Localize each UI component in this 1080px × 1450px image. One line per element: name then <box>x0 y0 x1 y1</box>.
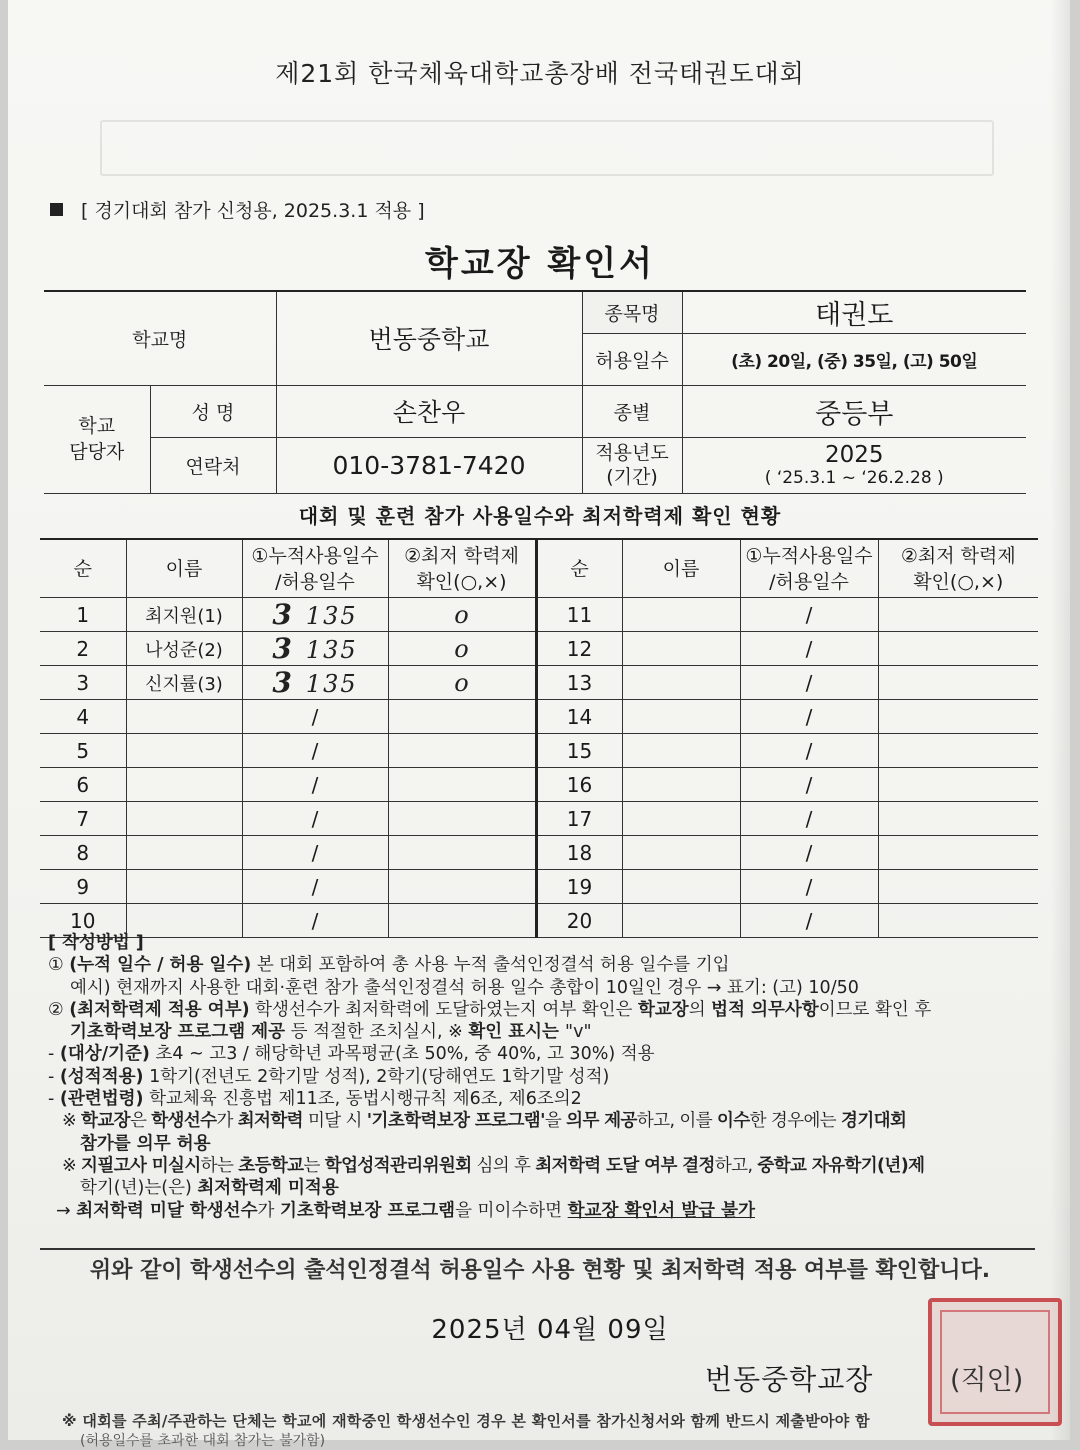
slash-separator: / <box>311 908 319 933</box>
min-academic-check <box>878 666 1038 700</box>
row-number: 2 <box>40 632 126 666</box>
athlete-name <box>622 632 740 666</box>
contact-value: 010-3781-7420 <box>276 437 582 493</box>
slash-separator: / <box>311 874 319 899</box>
min-academic-check <box>878 768 1038 802</box>
min-academic-check <box>878 870 1038 904</box>
athlete-name <box>126 768 242 802</box>
event-value: 태권도 <box>682 291 1026 333</box>
min-academic-check <box>388 666 536 700</box>
row-number: 3 <box>40 666 126 700</box>
header-name: 이름 <box>126 539 242 598</box>
handwritten-allowed-days: 135 <box>305 602 358 630</box>
min-academic-check <box>878 632 1038 666</box>
slash-separator: / <box>805 840 813 865</box>
days-used-cell <box>740 836 878 870</box>
athlete-name <box>622 598 740 632</box>
min-academic-check <box>388 836 536 870</box>
row-number: 10 <box>40 904 126 938</box>
school-info-table <box>44 290 1026 494</box>
roster-row <box>40 700 1038 734</box>
athlete-roster-table <box>40 538 1038 938</box>
principal-signature: 번동중학교장 <box>705 1363 874 1396</box>
event-label: 종목명 <box>582 291 682 333</box>
days-used-cell <box>242 666 388 700</box>
issue-date: 2025년 04월 09일 <box>431 1315 669 1345</box>
roster-row <box>40 870 1038 904</box>
name-label: 성 명 <box>150 385 276 437</box>
min-academic-check <box>388 870 536 904</box>
days-used-cell <box>242 734 388 768</box>
header-days: ①누적사용일수 /허용일수 <box>242 539 388 598</box>
slash-separator: / <box>311 772 319 797</box>
min-academic-check <box>878 734 1038 768</box>
roster-row <box>40 632 1038 666</box>
header-no: 순 <box>40 539 126 598</box>
min-academic-check <box>388 734 536 768</box>
row-number: 5 <box>40 734 126 768</box>
contact-label: 연락처 <box>150 437 276 493</box>
roster-row <box>40 598 1038 632</box>
row-number: 14 <box>536 700 622 734</box>
min-academic-check <box>878 802 1038 836</box>
slash-separator: / <box>805 670 813 695</box>
division-label: 종별 <box>582 385 682 437</box>
athlete-name <box>126 802 242 836</box>
bleed-through-box <box>100 120 994 176</box>
row-number: 9 <box>40 870 126 904</box>
handwritten-allowed-days: 135 <box>305 670 358 698</box>
status-section-title: 대회 및 훈련 참가 사용일수와 최저학력제 확인 현황 <box>298 504 782 528</box>
min-academic-check <box>388 802 536 836</box>
days-used-cell <box>740 768 878 802</box>
school-value: 번동중학교 <box>276 291 582 385</box>
handwritten-check-mark: o <box>454 634 469 663</box>
athlete-name <box>622 870 740 904</box>
days-used-cell <box>740 700 878 734</box>
row-number: 19 <box>536 870 622 904</box>
athlete-name <box>126 836 242 870</box>
row-number: 11 <box>536 598 622 632</box>
athlete-name <box>622 666 740 700</box>
slash-separator: / <box>805 602 813 627</box>
slash-separator: / <box>311 738 319 763</box>
slash-separator: / <box>805 806 813 831</box>
header-min-academic: ②최저 학력제 확인(○,×) <box>878 539 1038 598</box>
handwritten-check-mark: o <box>454 600 469 629</box>
year-cell <box>682 437 1026 493</box>
athlete-name <box>126 700 242 734</box>
days-used-cell <box>242 598 388 632</box>
min-academic-check <box>878 700 1038 734</box>
confirmation-statement: 위와 같이 학생선수의 출석인정결석 허용일수 사용 현황 및 최저학력 적용 여부를 확인합니다. <box>89 1258 991 1283</box>
min-academic-check <box>878 836 1038 870</box>
writing-instructions: [ 작성방법 ] ① (누적 일수 / 허용 일수) 본 대회 포함하여 총 사용 누적 출석인정결석 허용 일수를 기입 예시) 현재까지 사용한 대회·훈련 참가 출석인정결석 허용 일수 총합이 10일인 경우 → 표기: (고) 10/50 ② (최저학력제 적용 여부) 학생선수가 최저학력에 도달하였는지 여부 확인은 학교장의 법적 의무사항이므로 확인 후 기초학력보장 프로그램 제공 등 적절한 조치실시, ※ 확인 표시는 "v" - (대상/기준) 초4 ~ 고3 / 해당학년 과목평균(초 50%, 중 40%, 고 30%) 적용 - (성적적용) 1학기(전년도 2학기말 성적), 2학기(당해연도 1학기말 성적) - (관련법령) 학교체육 진흥법 제11조, 동법시행규칙 제6조, 제6조의2 ※ 학교장은 학생선수가 최저학력 미달 시 '기초학력보장 프로그램'을 의무 제공하고, 이를 이수한 경우에는 경기대회 참가를 의무 허용 ※ 지필고사 미실시하는 초등학교는 학업성적관리위원회 심의 후 최저학력 도달 여부 결정하고, 중학교 자유학기(년)제 학기(년)는(은) 최저학력제 미적용 → 최저학력 미달 학생선수가 기초학력보장 프로그램을 미이수하면 학교장 확인서 발급 불가 <box>48 933 932 1221</box>
allowed-days-label: 허용일수 <box>582 333 682 385</box>
athlete-name: 나성준(2) <box>126 632 242 666</box>
slash-separator: / <box>805 874 813 899</box>
header-days: ①누적사용일수 /허용일수 <box>740 539 878 598</box>
min-academic-check <box>388 598 536 632</box>
slash-separator: / <box>311 840 319 865</box>
school-label: 학교명 <box>44 291 276 385</box>
days-used-cell <box>242 870 388 904</box>
division-value: 중등부 <box>682 385 1026 437</box>
min-academic-check <box>878 598 1038 632</box>
athlete-name <box>622 802 740 836</box>
row-number: 7 <box>40 802 126 836</box>
seal-label: (직인) <box>950 1365 1024 1396</box>
slash-separator: / <box>311 806 319 831</box>
roster-row <box>40 802 1038 836</box>
handwritten-allowed-days: 135 <box>305 636 358 664</box>
days-used-cell <box>242 632 388 666</box>
manager-label: 학교 담당자 <box>44 385 150 493</box>
roster-row <box>40 836 1038 870</box>
days-used-cell <box>740 870 878 904</box>
row-number: 17 <box>536 802 622 836</box>
header-name: 이름 <box>622 539 740 598</box>
row-number: 20 <box>536 904 622 938</box>
days-used-cell <box>740 632 878 666</box>
roster-row <box>40 734 1038 768</box>
row-number: 8 <box>40 836 126 870</box>
days-used-cell <box>740 666 878 700</box>
footer-note: ※ 대회를 주최/주관하는 단체는 학교에 재학중인 학생선수인 경우 본 확인서를 참가신청서와 함께 반드시 제출받아야 함 <box>62 1412 870 1430</box>
days-used-cell <box>242 768 388 802</box>
form-usage-note: [ 경기대회 참가 신청용, 2025.3.1 적용 ] <box>50 196 425 223</box>
bullet-square-icon <box>50 203 63 216</box>
athlete-name <box>622 734 740 768</box>
document-title: 학교장 확인서 <box>425 244 655 284</box>
athlete-name <box>622 836 740 870</box>
slash-separator: / <box>805 704 813 729</box>
header-no: 순 <box>536 539 622 598</box>
name-value: 손찬우 <box>276 385 582 437</box>
row-number: 16 <box>536 768 622 802</box>
slash-separator: / <box>805 738 813 763</box>
athlete-name: 최지원(1) <box>126 598 242 632</box>
min-academic-check <box>388 632 536 666</box>
slash-separator: / <box>311 704 319 729</box>
row-number: 12 <box>536 632 622 666</box>
row-number: 18 <box>536 836 622 870</box>
athlete-name <box>622 768 740 802</box>
days-used-cell <box>242 700 388 734</box>
event-title: 제21회 한국체육대학교총장배 전국태권도대회 <box>275 59 805 88</box>
athlete-name: 신지률(3) <box>126 666 242 700</box>
handwritten-used-days: 3 <box>272 632 292 665</box>
athlete-name <box>622 700 740 734</box>
row-number: 1 <box>40 598 126 632</box>
year-value: 2025 <box>824 442 884 468</box>
min-academic-check <box>388 768 536 802</box>
days-used-cell <box>740 802 878 836</box>
slash-separator: / <box>805 636 813 661</box>
handwritten-used-days: 3 <box>272 598 292 631</box>
days-used-cell <box>242 836 388 870</box>
roster-row <box>40 768 1038 802</box>
athlete-name <box>126 734 242 768</box>
handwritten-check-mark: o <box>454 668 469 697</box>
row-number: 4 <box>40 700 126 734</box>
row-number: 15 <box>536 734 622 768</box>
footer-note-secondary: (허용일수를 초과한 대회 참가는 불가함) <box>80 1433 326 1449</box>
athlete-name <box>126 870 242 904</box>
days-used-cell <box>740 598 878 632</box>
slash-separator: / <box>805 908 813 933</box>
header-min-academic: ②최저 학력제 확인(○,×) <box>388 539 536 598</box>
slash-separator: / <box>805 772 813 797</box>
roster-row <box>40 666 1038 700</box>
row-number: 13 <box>536 666 622 700</box>
min-academic-check <box>388 700 536 734</box>
period-value: ( ‘25.3.1 ~ ‘26.2.28 ) <box>764 468 944 488</box>
row-number: 6 <box>40 768 126 802</box>
handwritten-used-days: 3 <box>272 666 292 699</box>
divider <box>40 1248 1035 1250</box>
days-used-cell <box>740 734 878 768</box>
allowed-days-value: (초) 20일, (중) 35일, (고) 50일 <box>682 333 1026 385</box>
year-label: 적용년도 (기간) <box>582 437 682 493</box>
roster-header-row <box>40 539 1038 598</box>
days-used-cell <box>242 802 388 836</box>
